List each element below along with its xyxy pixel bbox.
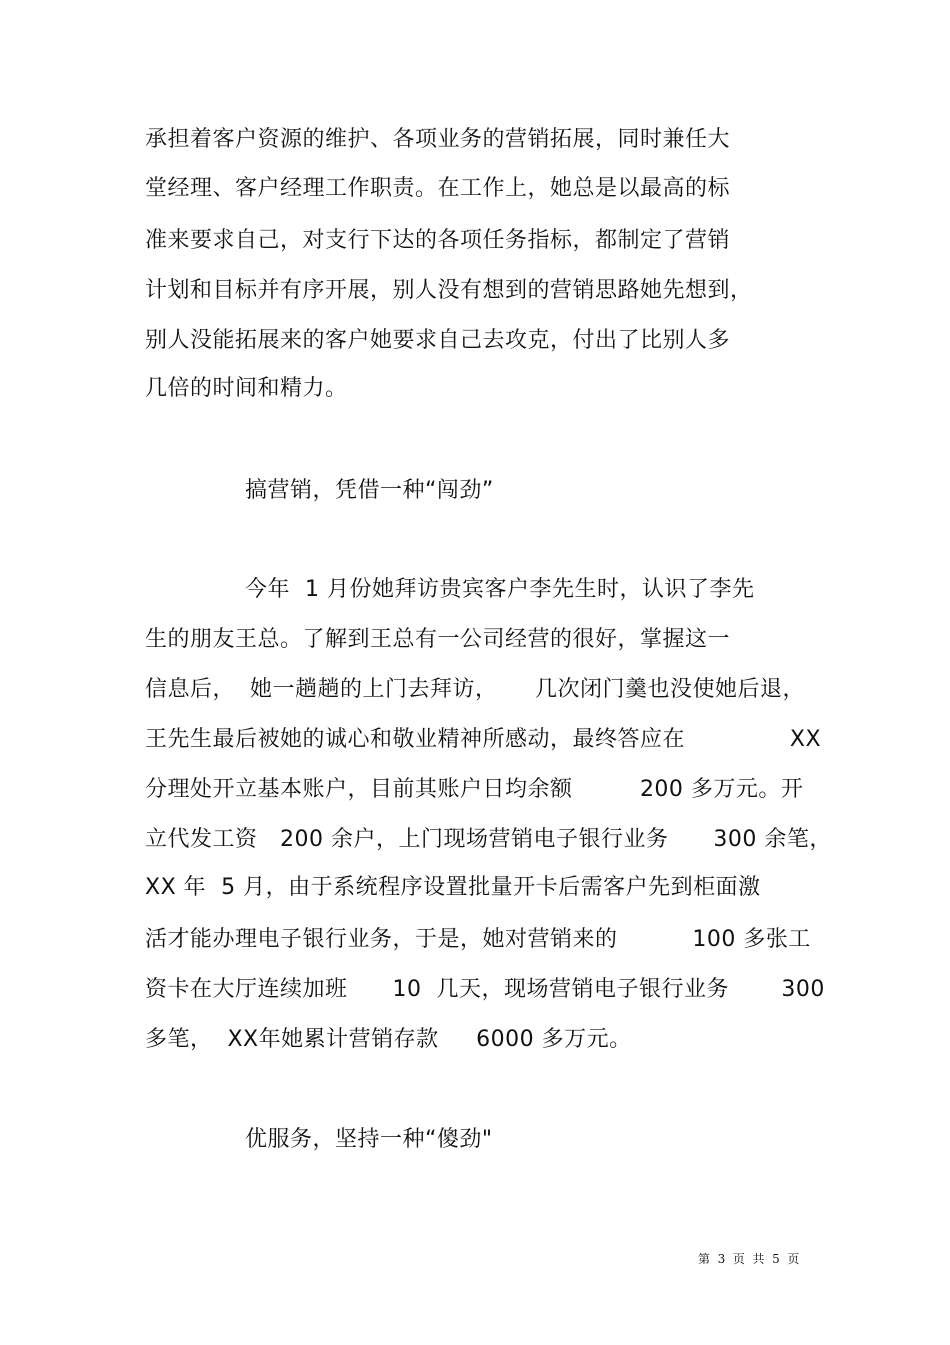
paragraph-line: 别人没能拓展来的客户她要求自己去攻克，付出了比别人多	[145, 328, 731, 353]
paragraph-line: 堂经理、客户经理工作职责。在工作上，她总是以最高的标	[145, 176, 731, 201]
paragraph-line: 生的朋友王总。了解到王总有一公司经营的很好，掌握这一	[145, 627, 731, 652]
paragraph-line: 立代发工资 200 余户，上门现场营销电子银行业务 300 余笔，	[145, 827, 832, 852]
paragraph-line: 计划和目标并有序开展，别人没有想到的营销思路她先想到，	[145, 278, 753, 303]
page-number: 第 3 页 共 5 页	[698, 1252, 800, 1266]
paragraph-line: XX 年 5 月，由于系统程序设置批量开卡后需客户先到柜面激	[145, 875, 761, 900]
paragraph-line: 承担着客户资源的维护、各项业务的营销拓展，同时兼任大	[145, 127, 731, 152]
paragraph-line: 几倍的时间和精力。	[145, 376, 348, 401]
paragraph-line: 分理处开立基本账户，目前其账户日均余额 200 多万元。开	[145, 777, 804, 802]
section-heading: 搞营销，凭借一种“闯劲”	[245, 478, 494, 503]
section-heading: 优服务，坚持一种“傻劲"	[245, 1127, 493, 1152]
paragraph-line: 活才能办理电子银行业务，于是，她对营销来的 100 多张工	[145, 927, 811, 952]
paragraph-line: 准来要求自己，对支行下达的各项任务指标，都制定了营销	[145, 228, 731, 253]
paragraph-line: 资卡在大厅连续加班 10 几天，现场营销电子银行业务 300	[145, 977, 825, 1002]
paragraph-line: 今年 1 月份她拜访贵宾客户李先生时，认识了李先	[245, 577, 755, 602]
paragraph-line: 王先生最后被她的诚心和敬业精神所感动，最终答应在 XX	[145, 727, 822, 752]
paragraph-line: 信息后， 她一趟趟的上门去拜访， 几次闭门羹也没使她后退，	[145, 677, 805, 702]
paragraph-line: 多笔， XX年她累计营销存款 6000 多万元。	[145, 1027, 632, 1052]
